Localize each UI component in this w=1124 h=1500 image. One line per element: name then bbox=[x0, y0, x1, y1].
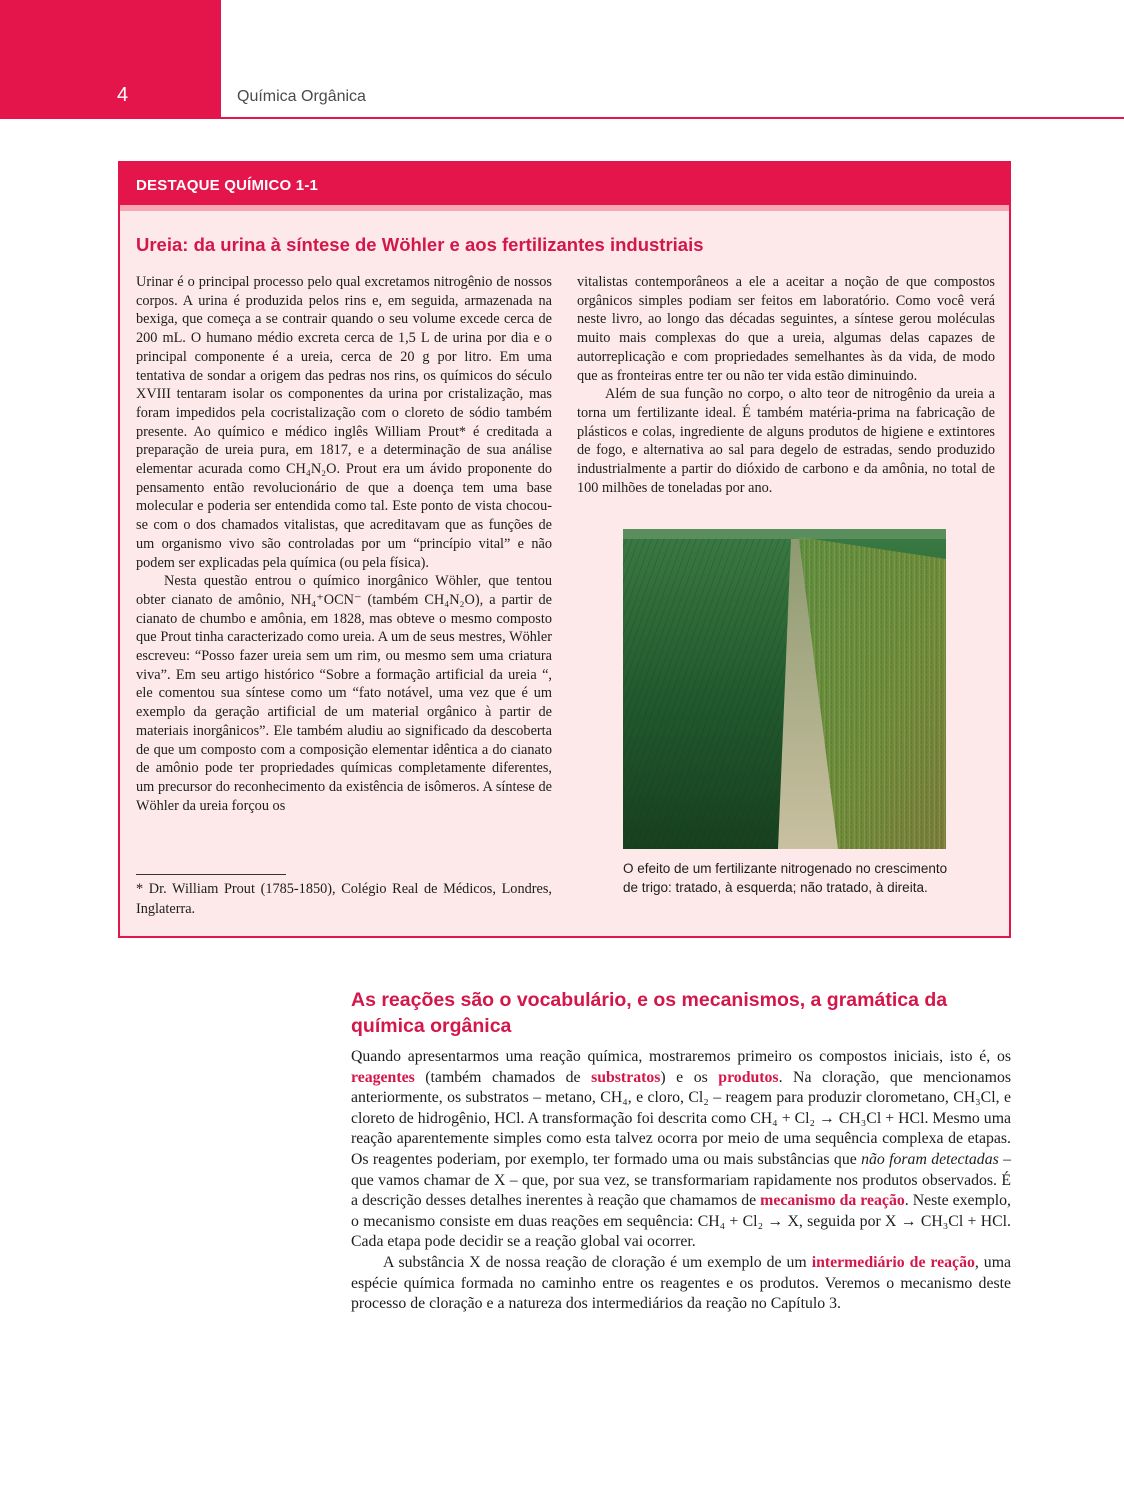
feature-right-column bbox=[577, 273, 995, 497]
text-run: , seguida por bbox=[798, 1212, 886, 1230]
text-run: Nesta questão entrou o químico inorgânico Wöhler, que tentou obter cianato de amônio, bbox=[136, 573, 552, 608]
text-run: . Cada etapa pode decidir se a reação global vai ocorrer. bbox=[351, 1212, 1011, 1251]
text-run: (também chamados de bbox=[414, 1068, 592, 1086]
footnote-rule bbox=[136, 874, 286, 875]
formula: CH₄N₂O bbox=[286, 461, 337, 478]
text-run: , e cloreto de hidrogênio, HCl. A transformação foi descrita como bbox=[351, 1089, 1011, 1127]
text-run: , uma espécie química formada no caminho entre os reagentes e os produtos. Veremos o mecanismo deste processo de cloração e a natureza dos intermediários da reação no Capítulo 3. bbox=[351, 1253, 1011, 1313]
reaction-step-2: X → CH₃Cl + HCl bbox=[885, 1212, 1008, 1230]
running-header-title: Química Orgânica bbox=[237, 88, 366, 105]
keyword-substratos: substratos bbox=[591, 1068, 661, 1086]
section-heading: As reações são o vocabulário, e os mecanismos, a gramática da química orgânica bbox=[351, 989, 948, 1037]
feature-label-bar bbox=[120, 163, 1009, 205]
text-run: ) e os bbox=[660, 1068, 719, 1086]
page-number: 4 bbox=[117, 84, 129, 106]
text-run: , e cloro, bbox=[627, 1089, 689, 1107]
footnote: * Dr. William Prout (1785-1850), Colégio Real de Médicos, Londres, Inglaterra. bbox=[136, 881, 552, 917]
formula: Cl₂ bbox=[688, 1089, 709, 1107]
wheat-field-illustration bbox=[623, 529, 946, 849]
body-paragraph bbox=[351, 1047, 1011, 1253]
text-run: . Neste exemplo, o mecanismo consiste em duas reações em sequência: bbox=[351, 1192, 1011, 1230]
keyword-intermediario: intermediário de reação bbox=[811, 1253, 975, 1271]
feature-paragraph: Além de sua função no corpo, o alto teor de nitrogênio da ureia a torna um fertilizante ideal. É também matéria-prima na fabricação de plásticos e colas, ingrediente de alguns produtos de higiene e extintores de fogo, e alternativa ao sal para degelo de estradas, sendo produzido industrialmente a partir do dióxido de carbono e da amônia, no total de 100 milhões de toneladas por ano. bbox=[577, 386, 995, 496]
feature-left-column bbox=[136, 273, 552, 815]
feature-paragraph bbox=[136, 572, 552, 815]
text-run: A substância X de nossa reação de cloração é um exemplo de um bbox=[383, 1253, 812, 1271]
text-run: Quando apresentarmos uma reação química, mostraremos primeiro os compostos iniciais, isto é, os bbox=[351, 1048, 1011, 1065]
emphasis: não foram detectadas bbox=[861, 1150, 999, 1168]
reaction-equation: CH₄ + Cl₂ → CH₃Cl + HCl bbox=[750, 1109, 925, 1127]
formula: CH₃Cl bbox=[953, 1089, 996, 1107]
feature-label: DESTAQUE QUÍMICO 1-1 bbox=[136, 177, 319, 194]
feature-paragraph bbox=[136, 273, 552, 572]
text-run: (também bbox=[361, 591, 425, 608]
keyword-produtos: produtos bbox=[718, 1068, 779, 1086]
feature-box bbox=[118, 161, 1011, 938]
text-run: ), a partir de cianato de chumbo e amônia, em 1828, mas obteve o mesmo composto que Prout tinha caracterizado como ureia. A um de seus mestres, Wöhler escreveu: “Posso fazer ureia sem um rim, ou mesmo sem uma criatura viva”. Em seu artigo histórico “Sobre a formação artificial da ureia “, ele comentou sua síntese como um “fato notável, uma vez que é um exemplo da geração artificial de um material orgânico à partir de materiais inorgânicos”. Ele também aludiu ao significado da descoberta de que um composto com a composição elementar idêntica a do cianato de amônio pode ter propriedades químicas completamente diferentes, um precursor do reconhecimento da existência de isômeros. A síntese de Wöhler da ureia forçou os bbox=[136, 591, 553, 814]
feature-title: Ureia: da urina à síntese de Wöhler e aos fertilizantes industriais bbox=[136, 234, 704, 255]
feature-strip bbox=[120, 205, 1009, 211]
reaction-step-1: CH₄ + Cl₂ → X bbox=[697, 1212, 799, 1230]
header-rule bbox=[221, 117, 1124, 119]
formula: CH₄N₂O bbox=[424, 591, 475, 608]
text-run: . Mesmo uma reação aparentemente simples como esta talvez ocorra por meio de uma sequência complexa de etapas. Os reagentes poderiam, por exemplo, ter formado uma ou mais substâncias que bbox=[351, 1109, 1012, 1168]
text-run: – que vamos chamar de X – que, por sua vez, se transformariam rapidamente nos produtos observados. É a descrição desses detalhes inerentes à reação que chamamos de bbox=[351, 1150, 1012, 1210]
body-paragraph bbox=[351, 1253, 1011, 1315]
formula: CH₄ bbox=[600, 1089, 628, 1107]
text-run: . Prout era um ávido proponente do pensamento então revolucionário de que a doença tem uma base molecular e poderia ser entendida como tal. Este ponto de vista chocou-se com o dos chamados vitalistas, que acreditavam que as funções de um organismo vivo são controladas por um “princípio vital” e não podem ser explicadas pela química (ou pela física). bbox=[136, 461, 552, 571]
feature-paragraph: vitalistas contemporâneos a ele a aceitar a noção de que compostos orgânicos simples podiam ser feitos em laboratório. Como você verá neste livro, ao longo das décadas seguintes, a síntese gerou moléculas muito mais complexas do que a ureia, algumas delas capazes de autorreplicação e com propriedades semelhantes às da vida, de modo que as fronteiras entre ter ou não ter vida estão diminuindo. bbox=[577, 274, 995, 384]
text-run: – reagem para produzir clorometano, bbox=[708, 1089, 954, 1107]
keyword-mecanismo: mecanismo da reação bbox=[760, 1192, 905, 1210]
text-run: Urinar é o principal processo pelo qual excretamos nitrogênio de nossos corpos. A urina é produzida pelos rins e, em seguida, armazenada na bexiga, que começa a se contrair quando o seu volume excede cerca de 200 mL. O humano médio excreta cerca de 1,5 L de urina por dia e o principal componente é a ureia, cerca de 20 g por litro. Em uma tentativa de sondar a origem das pedras nos rins, os químicos do século XVIII tentaram isolar os componentes da urina por cristalização, mas foram impedidos pela cocristalização com o cloreto de sódio também presente. Ao químico e médico inglês William Prout* é creditada a preparação de ureia pura, em 1817, e a determinação de sua análise elementar acurada como bbox=[136, 274, 552, 478]
wheat-field-photo bbox=[623, 529, 946, 849]
keyword-reagentes: reagentes bbox=[351, 1068, 415, 1086]
header-color-block bbox=[0, 0, 221, 119]
photo-caption: O efeito de um fertilizante nitrogenado no crescimento de trigo: tratado, à esquerda; não tratado, à direita. bbox=[623, 861, 948, 895]
section-body bbox=[351, 1047, 1011, 1315]
formula: NH₄⁺OCN⁻ bbox=[290, 591, 362, 608]
text-run: . Na cloração, que mencionamos anteriormente, os substratos – metano, bbox=[351, 1068, 1011, 1107]
